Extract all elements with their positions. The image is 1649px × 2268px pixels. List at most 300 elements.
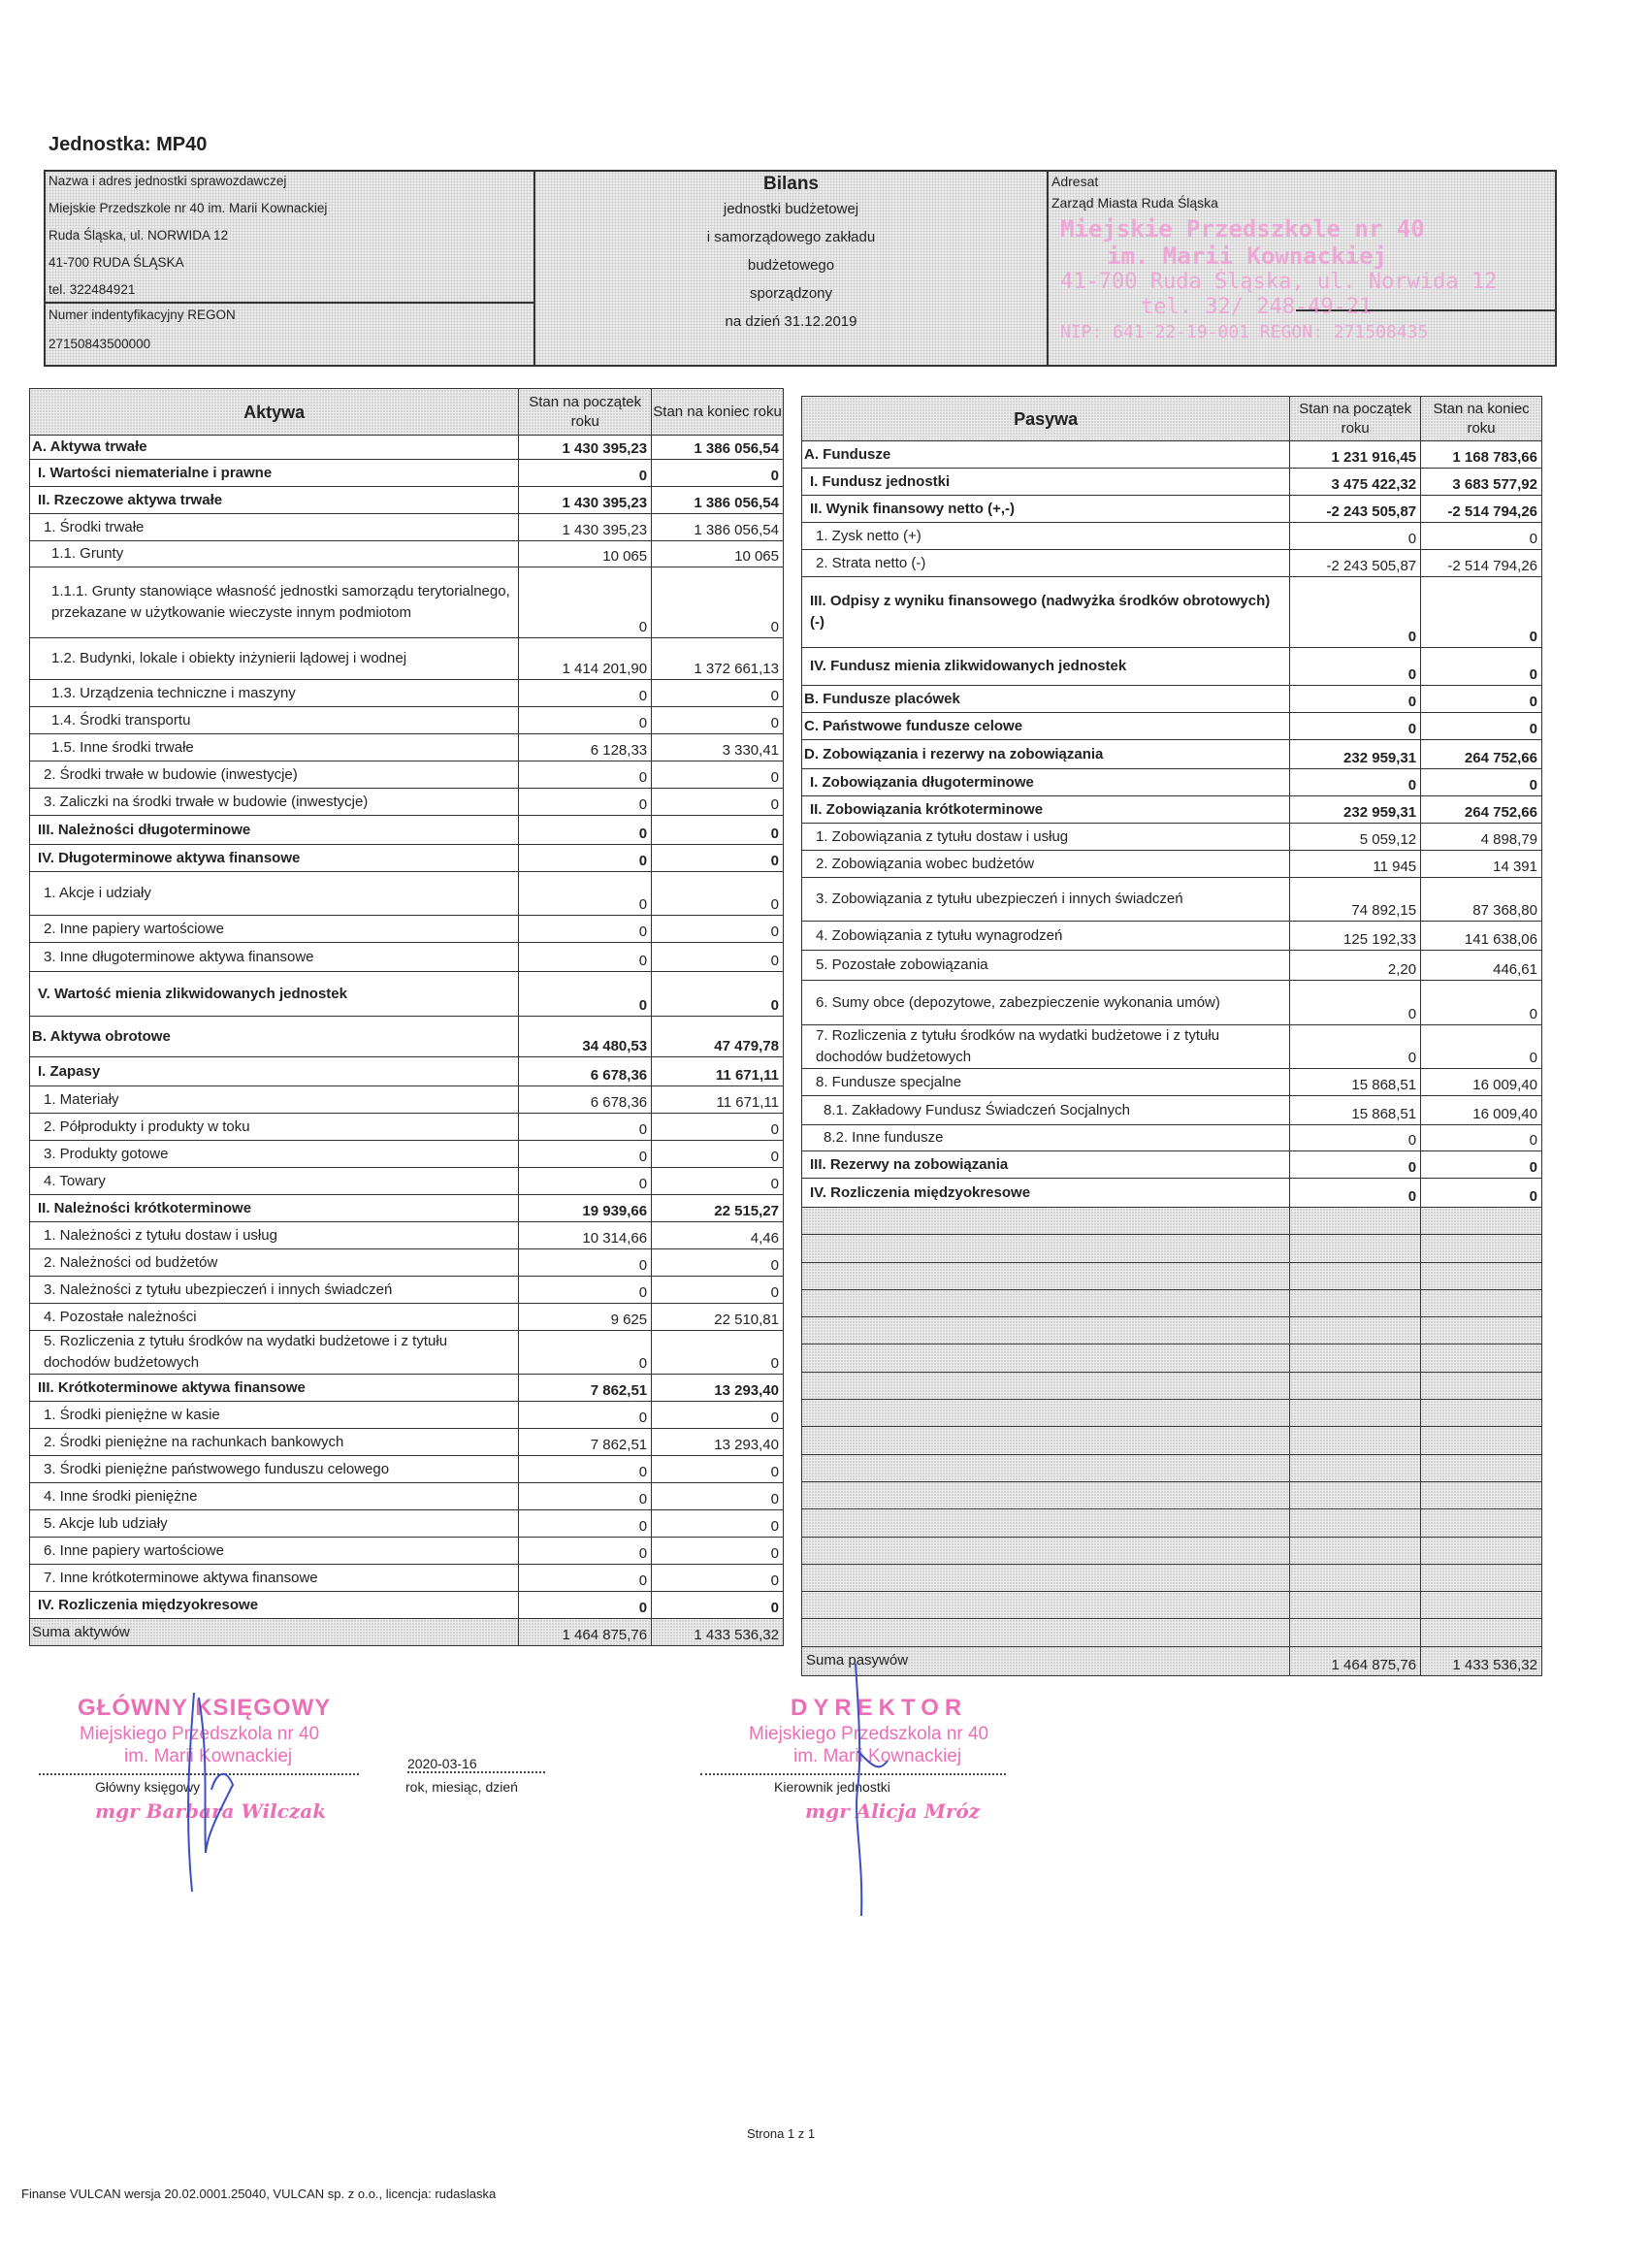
table-row (30, 734, 784, 761)
table-row (802, 1125, 1542, 1151)
table-row (30, 1114, 784, 1141)
value-start: 0 (519, 1538, 652, 1565)
empty-row (802, 1372, 1542, 1399)
value-end: 0 (1421, 713, 1542, 740)
table-row (30, 916, 784, 943)
empty-row (802, 1345, 1542, 1372)
value-end: 0 (652, 816, 784, 845)
accountant-stamp: Miejskiego Przedszkola nr 40 (80, 1724, 320, 1744)
table-row (802, 796, 1542, 824)
table-row (802, 648, 1542, 686)
empty-cell (802, 1372, 1290, 1399)
table-row (802, 1069, 1542, 1096)
report-title: Bilans (762, 174, 820, 194)
empty-cell (1421, 1509, 1542, 1537)
table-row (802, 922, 1542, 951)
value-end: 1 386 056,54 (652, 487, 784, 514)
empty-row (802, 1317, 1542, 1345)
table-row (30, 845, 784, 872)
subtitle-line: jednostki budżetowej (723, 201, 859, 217)
report-date: na dzień 31.12.2019 (725, 313, 857, 330)
value-end: 0 (652, 567, 784, 638)
pasywa-title: Pasywa (802, 397, 1290, 441)
empty-cell (1290, 1289, 1421, 1316)
director-stamp: im. Marii Kownackiej (793, 1746, 962, 1766)
total-start: 1 464 875,76 (1290, 1646, 1421, 1675)
total-label: Suma pasywów (802, 1646, 1290, 1675)
table-row (30, 1510, 784, 1538)
table-row (802, 824, 1542, 851)
row-label: II. Należności krótkoterminowe (30, 1195, 519, 1222)
value-start: 1 464 875,76 (519, 1619, 652, 1646)
value-end: 4,46 (652, 1222, 784, 1249)
value-end: 14 391 (1421, 851, 1542, 878)
value-start: 0 (1290, 1151, 1421, 1179)
table-row (30, 1565, 784, 1592)
empty-row (802, 1427, 1542, 1454)
value-start: 0 (519, 1565, 652, 1592)
total-end: 1 433 536,32 (1421, 1646, 1542, 1675)
value-end: 22 510,81 (652, 1304, 784, 1331)
value-start: 7 862,51 (519, 1429, 652, 1456)
table-row (802, 686, 1542, 713)
value-end: 0 (652, 1114, 784, 1141)
empty-row (802, 1509, 1542, 1537)
report-title-cell (535, 172, 1049, 365)
table-row (30, 680, 784, 707)
empty-cell (1290, 1262, 1421, 1289)
value-end: 0 (652, 1277, 784, 1304)
value-end: 0 (1421, 1151, 1542, 1179)
value-start: -2 243 505,87 (1290, 550, 1421, 577)
row-label: IV. Rozliczenia międzyokresowe (802, 1179, 1290, 1208)
value-end: 0 (652, 789, 784, 816)
value-start: 0 (519, 761, 652, 789)
value-end: 0 (652, 1456, 784, 1483)
empty-cell (1421, 1537, 1542, 1564)
empty-cell (1290, 1208, 1421, 1235)
value-end: 0 (1421, 1025, 1542, 1069)
row-label: 1.5. Inne środki trwałe (30, 734, 519, 761)
value-end: 0 (652, 845, 784, 872)
row-label: 4. Towary (30, 1168, 519, 1195)
empty-cell (1290, 1509, 1421, 1537)
table-row (30, 1086, 784, 1114)
value-end: 0 (1421, 1179, 1542, 1208)
value-end: 0 (652, 707, 784, 734)
row-label: II. Wynik finansowy netto (+,-) (802, 496, 1290, 523)
empty-row (802, 1537, 1542, 1564)
row-label: C. Państwowe fundusze celowe (802, 713, 1290, 740)
value-end: 0 (652, 1483, 784, 1510)
value-start: 11 945 (1290, 851, 1421, 878)
row-label: A. Aktywa trwałe (30, 436, 519, 460)
value-start: 0 (519, 972, 652, 1017)
table-row (30, 1592, 784, 1619)
row-label: 7. Rozliczenia z tytułu środków na wydatki budżetowe i z tytułu dochodów budżetowych (802, 1025, 1290, 1069)
empty-row (802, 1208, 1542, 1235)
empty-row (802, 1400, 1542, 1427)
director-stamp: Miejskiego Przedszkola nr 40 (749, 1724, 989, 1744)
empty-row (802, 1592, 1542, 1619)
table-row (30, 789, 784, 816)
table-row (30, 487, 784, 514)
value-start: 1 430 395,23 (519, 514, 652, 541)
empty-cell (1421, 1454, 1542, 1481)
unit-street: Ruda Śląska, ul. NORWIDA 12 (48, 228, 229, 243)
empty-cell (1421, 1619, 1542, 1646)
value-end: 22 515,27 (652, 1195, 784, 1222)
empty-cell (1421, 1345, 1542, 1372)
director-name: mgr Alicja Mróz (805, 1799, 981, 1823)
table-row (802, 951, 1542, 981)
value-end: 1 386 056,54 (652, 514, 784, 541)
row-label: III. Odpisy z wyniku finansowego (nadwyżka środków obrotowych) (-) (802, 577, 1290, 648)
value-start: 15 868,51 (1290, 1069, 1421, 1096)
row-label: 3. Należności z tytułu ubezpieczeń i innych świadczeń (30, 1277, 519, 1304)
table-row (30, 761, 784, 789)
table-row (802, 523, 1542, 550)
table-row (30, 1375, 784, 1402)
row-label: B. Fundusze placówek (802, 686, 1290, 713)
table-row (30, 1429, 784, 1456)
row-label: 4. Pozostałe należności (30, 1304, 519, 1331)
director-stamp: DYREKTOR (791, 1695, 968, 1721)
empty-row (802, 1289, 1542, 1316)
table-row (30, 1304, 784, 1331)
value-end: 0 (1421, 577, 1542, 648)
subtitle-line: sporządzony (749, 285, 833, 302)
table-row (30, 872, 784, 916)
table-row (30, 1168, 784, 1195)
accountant-name: mgr Barbara Wilczak (95, 1799, 327, 1823)
signing-date: 2020-03-16 (407, 1756, 545, 1773)
empty-row (802, 1619, 1542, 1646)
empty-cell (1290, 1537, 1421, 1564)
value-end: 0 (1421, 769, 1542, 796)
value-start: 0 (1290, 686, 1421, 713)
value-start: 0 (1290, 1025, 1421, 1069)
value-end: 16 009,40 (1421, 1069, 1542, 1096)
table-row (30, 1141, 784, 1168)
value-end: 11 671,11 (652, 1057, 784, 1086)
value-end: 0 (652, 943, 784, 972)
col-end-header: Stan na koniec roku (1421, 397, 1542, 441)
table-row (30, 541, 784, 567)
row-label: 1. Środki trwałe (30, 514, 519, 541)
table-row (30, 1057, 784, 1086)
pasywa-table (801, 396, 1542, 1676)
value-end: 0 (652, 1592, 784, 1619)
table-row (30, 638, 784, 680)
empty-cell (1290, 1454, 1421, 1481)
table-row (30, 460, 784, 487)
row-label: A. Fundusze (802, 441, 1290, 469)
empty-cell (802, 1537, 1290, 1564)
empty-cell (1421, 1427, 1542, 1454)
empty-cell (1421, 1235, 1542, 1262)
subtitle-line: i samorządowego zakładu (706, 229, 876, 245)
row-label: 8. Fundusze specjalne (802, 1069, 1290, 1096)
empty-cell (802, 1235, 1290, 1262)
value-start: 19 939,66 (519, 1195, 652, 1222)
table-row (802, 496, 1542, 523)
value-end: 13 293,40 (652, 1429, 784, 1456)
row-label: 2. Należności od budżetów (30, 1249, 519, 1277)
row-label: Suma aktywów (30, 1619, 519, 1646)
col-end-header: Stan na koniec roku (652, 389, 784, 436)
value-end: 11 671,11 (652, 1086, 784, 1114)
row-label: IV. Rozliczenia międzyokresowe (30, 1592, 519, 1619)
value-end: 0 (1421, 686, 1542, 713)
value-end: 10 065 (652, 541, 784, 567)
value-start: 0 (519, 1331, 652, 1375)
accountant-stamp: GŁÓWNY KSIĘGOWY (78, 1695, 332, 1721)
row-label: B. Aktywa obrotowe (30, 1017, 519, 1057)
value-end: 1 372 661,13 (652, 638, 784, 680)
value-end: 0 (652, 916, 784, 943)
value-start: 0 (519, 1114, 652, 1141)
value-start: 0 (519, 1277, 652, 1304)
value-start: 0 (519, 1168, 652, 1195)
value-end: 264 752,66 (1421, 796, 1542, 824)
empty-cell (1290, 1317, 1421, 1345)
value-end: 0 (652, 1331, 784, 1375)
value-end: 0 (652, 680, 784, 707)
stamp-line: tel. 32/ 248-49-21 (1141, 295, 1373, 319)
aktywa-table (29, 388, 784, 1646)
subtitle-line: budżetowego (747, 257, 835, 274)
addressee-cell (1049, 172, 1555, 365)
row-label: 3. Zaliczki na środki trwałe w budowie (inwestycje) (30, 789, 519, 816)
row-label: 3. Produkty gotowe (30, 1141, 519, 1168)
director-label: Kierownik jednostki (774, 1779, 890, 1795)
value-start: 2,20 (1290, 951, 1421, 981)
empty-cell (802, 1289, 1290, 1316)
value-end: -2 514 794,26 (1421, 496, 1542, 523)
table-row (802, 469, 1542, 496)
table-row (802, 851, 1542, 878)
value-end: 141 638,06 (1421, 922, 1542, 951)
empty-cell (802, 1400, 1290, 1427)
value-end: 0 (652, 1510, 784, 1538)
empty-cell (802, 1619, 1290, 1646)
table-row (30, 514, 784, 541)
table-row (802, 878, 1542, 922)
table-row (30, 1222, 784, 1249)
value-start: 3 475 422,32 (1290, 469, 1421, 496)
value-end: 0 (1421, 523, 1542, 550)
value-start: 0 (519, 1456, 652, 1483)
page-number: Strona 1 z 1 (747, 2126, 816, 2141)
empty-cell (1290, 1345, 1421, 1372)
stamp-line: 41-700 Ruda Śląska, ul. Norwida 12 (1060, 270, 1498, 294)
table-row (30, 436, 784, 460)
empty-cell (1421, 1481, 1542, 1508)
table-row (802, 981, 1542, 1025)
value-start: 6 128,33 (519, 734, 652, 761)
table-row (30, 1277, 784, 1304)
row-label: 4. Inne środki pieniężne (30, 1483, 519, 1510)
empty-cell (802, 1345, 1290, 1372)
row-label: 8.2. Inne fundusze (802, 1125, 1290, 1151)
row-label: 1. Należności z tytułu dostaw i usług (30, 1222, 519, 1249)
empty-cell (802, 1427, 1290, 1454)
value-end: 0 (652, 1141, 784, 1168)
col-start-header: Stan na początek roku (1290, 397, 1421, 441)
value-start: 10 065 (519, 541, 652, 567)
row-label: 6. Inne papiery wartościowe (30, 1538, 519, 1565)
value-end: 47 479,78 (652, 1017, 784, 1057)
row-label: 5. Pozostałe zobowiązania (802, 951, 1290, 981)
value-end: 3 330,41 (652, 734, 784, 761)
table-row (30, 816, 784, 845)
empty-cell (1421, 1289, 1542, 1316)
empty-cell (802, 1564, 1290, 1591)
value-start: 0 (519, 707, 652, 734)
table-row (802, 1096, 1542, 1125)
value-start: 9 625 (519, 1304, 652, 1331)
table-row (802, 1025, 1542, 1069)
row-label: 1.3. Urządzenia techniczne i maszyny (30, 680, 519, 707)
table-row (802, 769, 1542, 796)
table-row (30, 1331, 784, 1375)
table-row-total (802, 1646, 1542, 1675)
table-row (802, 441, 1542, 469)
table-row (802, 550, 1542, 577)
empty-cell (802, 1509, 1290, 1537)
empty-cell (1421, 1262, 1542, 1289)
row-label: 1. Zobowiązania z tytułu dostaw i usług (802, 824, 1290, 851)
value-start: 0 (519, 789, 652, 816)
value-start: 0 (519, 872, 652, 916)
value-start: 1 430 395,23 (519, 487, 652, 514)
empty-row (802, 1564, 1542, 1591)
value-start: 0 (1290, 523, 1421, 550)
stamp-line: Miejskie Przedszkole nr 40 (1060, 215, 1425, 243)
empty-cell (1421, 1592, 1542, 1619)
row-label: 3. Zobowiązania z tytułu ubezpieczeń i innych świadczeń (802, 878, 1290, 922)
row-label: 5. Akcje lub udziały (30, 1510, 519, 1538)
value-end: 0 (652, 460, 784, 487)
value-start: 0 (519, 680, 652, 707)
row-label: III. Krótkoterminowe aktywa finansowe (30, 1375, 519, 1402)
value-start: 0 (1290, 1179, 1421, 1208)
row-label: 3. Środki pieniężne państwowego funduszu celowego (30, 1456, 519, 1483)
table-row (802, 1151, 1542, 1179)
empty-cell (802, 1592, 1290, 1619)
value-start: 0 (1290, 769, 1421, 796)
empty-cell (1290, 1619, 1421, 1646)
table-row (30, 972, 784, 1017)
empty-cell (1290, 1427, 1421, 1454)
row-label: IV. Długoterminowe aktywa finansowe (30, 845, 519, 872)
empty-cell (802, 1481, 1290, 1508)
row-label: 1.4. Środki transportu (30, 707, 519, 734)
row-label: 2. Środki trwałe w budowie (inwestycje) (30, 761, 519, 789)
empty-cell (802, 1454, 1290, 1481)
row-label: 2. Zobowiązania wobec budżetów (802, 851, 1290, 878)
value-start: 0 (519, 1249, 652, 1277)
value-start: 5 059,12 (1290, 824, 1421, 851)
row-label: 2. Strata netto (-) (802, 550, 1290, 577)
value-start: 1 430 395,23 (519, 436, 652, 460)
row-label: III. Należności długoterminowe (30, 816, 519, 845)
table-row (30, 1619, 784, 1646)
row-label: 4. Zobowiązania z tytułu wynagrodzeń (802, 922, 1290, 951)
aktywa-title: Aktywa (30, 389, 519, 436)
value-end: 13 293,40 (652, 1375, 784, 1402)
regon-label: Numer indentyfikacyjny REGON (48, 308, 236, 322)
stamp-line: im. Marii Kownackiej (1107, 243, 1387, 270)
row-label: 1. Zysk netto (+) (802, 523, 1290, 550)
table-row (30, 943, 784, 972)
value-start: 6 678,36 (519, 1057, 652, 1086)
empty-cell (802, 1262, 1290, 1289)
row-label: D. Zobowiązania i rezerwy na zobowiązania (802, 740, 1290, 769)
row-label: IV. Fundusz mienia zlikwidowanych jednostek (802, 648, 1290, 686)
value-end: 16 009,40 (1421, 1096, 1542, 1125)
row-label: 1. Środki pieniężne w kasie (30, 1402, 519, 1429)
row-label: II. Zobowiązania krótkoterminowe (802, 796, 1290, 824)
row-label: III. Rezerwy na zobowiązania (802, 1151, 1290, 1179)
value-start: 0 (519, 943, 652, 972)
row-label: 1.1.1. Grunty stanowiące własność jednostki samorządu terytorialnego, przekazane w użytkowanie wieczyste innym podmiotom (30, 567, 519, 638)
empty-cell (1290, 1400, 1421, 1427)
table-row (30, 1538, 784, 1565)
empty-cell (1290, 1372, 1421, 1399)
value-end: 0 (652, 972, 784, 1017)
value-end: 0 (652, 1538, 784, 1565)
empty-cell (1421, 1208, 1542, 1235)
empty-cell (802, 1317, 1290, 1345)
value-end: 0 (652, 1565, 784, 1592)
empty-cell (1421, 1372, 1542, 1399)
empty-cell (1421, 1317, 1542, 1345)
value-end: -2 514 794,26 (1421, 550, 1542, 577)
value-end: 0 (1421, 981, 1542, 1025)
value-end: 87 368,80 (1421, 878, 1542, 922)
table-row (30, 567, 784, 638)
table-row (30, 707, 784, 734)
empty-row (802, 1262, 1542, 1289)
date-label: rok, miesiąc, dzień (405, 1779, 518, 1795)
reporting-unit-label: Nazwa i adres jednostki sprawozdawczej (48, 174, 287, 188)
value-start: 15 868,51 (1290, 1096, 1421, 1125)
row-label: I. Zapasy (30, 1057, 519, 1086)
value-start: 0 (519, 1141, 652, 1168)
value-start: 232 959,31 (1290, 796, 1421, 824)
value-start: 0 (519, 845, 652, 872)
value-end: 1 433 536,32 (652, 1619, 784, 1646)
row-label: 1.1. Grunty (30, 541, 519, 567)
unit-city: 41-700 RUDA ŚLĄSKA (48, 255, 184, 270)
software-footer: Finanse VULCAN wersja 20.02.0001.25040, VULCAN sp. z o.o., licencja: rudaslaska (21, 2187, 497, 2201)
row-label: 2. Środki pieniężne na rachunkach bankowych (30, 1429, 519, 1456)
table-row (802, 740, 1542, 769)
value-start: 0 (519, 1510, 652, 1538)
unit-phone: tel. 322484921 (48, 282, 136, 297)
row-label: 3. Inne długoterminowe aktywa finansowe (30, 943, 519, 972)
empty-row (802, 1454, 1542, 1481)
row-label: 8.1. Zakładowy Fundusz Świadczeń Socjalnych (802, 1096, 1290, 1125)
value-start: 0 (1290, 981, 1421, 1025)
value-start: 0 (519, 1592, 652, 1619)
value-end: 0 (1421, 1125, 1542, 1151)
value-end: 0 (652, 761, 784, 789)
value-start: 232 959,31 (1290, 740, 1421, 769)
value-start: 0 (519, 916, 652, 943)
